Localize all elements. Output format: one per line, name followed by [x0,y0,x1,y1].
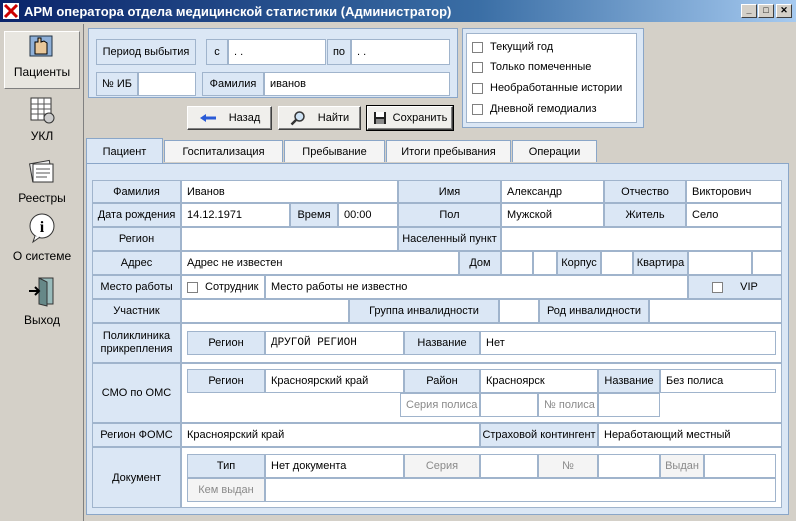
filter-dialysis-label: Дневной гемодиализ [490,103,597,115]
tab-stay-label: Пребывание [302,145,367,158]
smo-region-field[interactable]: Красноярский край [265,369,404,393]
nav-about[interactable] [4,212,80,266]
clinic-label: Поликлиника прикрепления [92,323,181,363]
surname-field[interactable]: Иванов [181,180,398,203]
window-title: АРМ оператора отдела медицинской статистики (Администратор) [24,3,452,19]
time-field[interactable]: 00:00 [338,203,398,227]
nav-registers[interactable] [4,156,80,208]
name-label: Имя [398,180,501,203]
sex-label: Пол [398,203,501,227]
doc-number-label: № [538,454,598,478]
filter-marked-only-checkbox[interactable] [472,62,483,73]
address-field[interactable]: Адрес не известен [181,251,459,275]
tab-stay-results[interactable] [386,140,511,162]
document-label: Документ [92,447,181,508]
back-button-label: Назад [228,112,261,124]
contingent-label: Страховой контингент [480,423,598,447]
tab-hospitalization-label: Госпитализация [182,145,265,158]
close-button[interactable]: ✕ [776,4,792,18]
filter-marked-only-label: Только помеченные [490,61,592,73]
doc-series-field[interactable] [480,454,538,478]
foms-field[interactable]: Красноярский край [181,423,480,447]
policy-series-label: Серия полиса [400,393,480,417]
house-extra-field[interactable] [533,251,557,275]
filter-current-year-checkbox[interactable] [472,42,483,53]
policy-number-field[interactable] [598,393,660,417]
clinic-name-field[interactable]: Нет [480,331,776,355]
sex-field[interactable]: Мужской [501,203,604,227]
date-to-label: по [327,39,351,65]
tab-operations[interactable] [512,140,597,162]
save-button[interactable] [367,106,453,130]
vip-label: VIP [740,281,758,293]
building-label: Корпус [557,251,601,275]
clinic-region-label: Регион [187,331,265,355]
smo-name-field[interactable]: Без полиса [660,369,776,393]
nav-patients[interactable] [4,31,80,89]
nav-ukl[interactable] [4,96,80,148]
doc-type-label: Тип [187,454,265,478]
nav-about-label: О системе [12,249,72,263]
nav-patients-label: Пациенты [13,65,71,79]
find-button[interactable] [278,106,361,130]
policy-number-label: № полиса [538,393,598,417]
flat-extra-field[interactable] [752,251,782,275]
info-icon [27,212,57,244]
region-label: Регион [92,227,181,251]
svg-text:i: i [39,219,45,236]
date-from-label: с [206,39,228,65]
surname-search-label: Фамилия [202,72,264,96]
tab-operations-label: Операции [528,145,581,158]
date-to-input[interactable]: . . [351,39,450,65]
district-field[interactable] [181,299,349,323]
filter-marked-only[interactable] [472,58,591,76]
time-label: Время [290,203,338,227]
smo-area-field[interactable]: Красноярск [480,369,598,393]
tab-patient-label: Пациент [102,145,147,158]
disability-group-label: Группа инвалидности [349,299,499,323]
registers-icon [27,156,57,186]
floppy-disk-icon [373,111,387,125]
magnifier-icon [290,110,306,126]
nav-ukl-label: УКЛ [30,129,54,143]
house-label: Дом [459,251,501,275]
policy-series-field[interactable] [480,393,538,417]
smo-region-label: Регион [187,369,265,393]
birth-date-field[interactable]: 14.12.1971 [181,203,290,227]
table-icon [27,96,57,124]
minimize-button[interactable]: _ [741,4,757,18]
patients-icon [27,32,57,60]
resident-label: Житель [604,203,686,227]
date-from-input[interactable]: . . [228,39,326,65]
tab-hospitalization[interactable] [164,140,283,162]
employee-toggle[interactable] [181,275,265,299]
nav-registers-label: Реестры [18,191,66,205]
smo-label: СМО по ОМС [92,363,181,423]
contingent-field[interactable]: Неработающий местный [598,423,782,447]
employee-checkbox[interactable] [187,282,198,293]
building-field[interactable] [601,251,633,275]
surname-label: Фамилия [92,180,181,203]
doc-issued-field[interactable] [704,454,776,478]
clinic-name-label: Название [404,331,480,355]
house-field[interactable] [501,251,533,275]
nav-exit[interactable] [4,276,80,330]
region-field[interactable] [181,227,398,251]
window-title-bar [0,0,796,22]
find-button-label: Найти [317,112,350,124]
name-field[interactable]: Александр [501,180,604,203]
disability-kind-label: Род инвалидности [539,299,649,323]
vip-checkbox[interactable] [712,282,723,293]
patronymic-label: Отчество [604,180,686,203]
settlement-field[interactable] [501,227,782,251]
foms-label: Регион ФОМС [92,423,181,447]
back-button[interactable] [187,106,272,130]
nav-exit-label: Выход [24,313,60,327]
filter-unprocessed-checkbox[interactable] [472,83,483,94]
resident-field[interactable]: Село [686,203,782,227]
settlement-label: Населенный пункт [398,227,501,251]
tab-patient[interactable] [86,138,163,164]
app-icon [3,3,19,19]
doc-issuer-label: Кем выдан [187,478,265,502]
birth-date-label: Дата рождения [92,203,181,227]
address-label: Адрес [92,251,181,275]
tab-stay-results-label: Итоги пребывания [401,145,496,158]
doc-series-label: Серия [404,454,480,478]
disability-kind-field[interactable] [649,299,782,323]
doc-type-field[interactable]: Нет документа [265,454,404,478]
work-label: Место работы [92,275,181,299]
surname-search-input[interactable]: иванов [264,72,450,96]
exit-icon [27,276,57,308]
flat-label: Квартира [633,251,688,275]
smo-area-label: Район [404,369,480,393]
smo-name-label: Название [598,369,660,393]
filter-unprocessed-label: Необработанные истории [490,82,623,94]
flat-field[interactable] [688,251,752,275]
doc-issuer-field[interactable] [265,478,776,502]
arrow-left-icon [199,113,217,123]
ib-input[interactable] [138,72,196,96]
filter-dialysis-checkbox[interactable] [472,104,483,115]
maximize-button[interactable]: □ [758,4,774,18]
tab-stay[interactable] [284,140,385,162]
ib-label: № ИБ [96,72,138,96]
filter-unprocessed[interactable] [472,79,622,97]
patronymic-field[interactable]: Викторович [686,180,782,203]
doc-number-field[interactable] [598,454,660,478]
period-label: Период выбытия [96,39,196,65]
filter-current-year[interactable] [472,38,553,56]
work-field[interactable]: Место работы не известно [265,275,688,299]
filter-current-year-label: Текущий год [490,41,554,53]
vip-toggle[interactable] [688,275,782,299]
district-label: Участник [92,299,181,323]
save-button-label: Сохранить [392,112,448,124]
disability-group-field[interactable] [499,299,539,323]
filter-dialysis[interactable] [472,100,597,118]
clinic-region-field[interactable]: ДРУГОЙ РЕГИОН [265,331,404,355]
employee-label: Сотрудник [205,281,259,293]
doc-issued-label: Выдан [660,454,704,478]
